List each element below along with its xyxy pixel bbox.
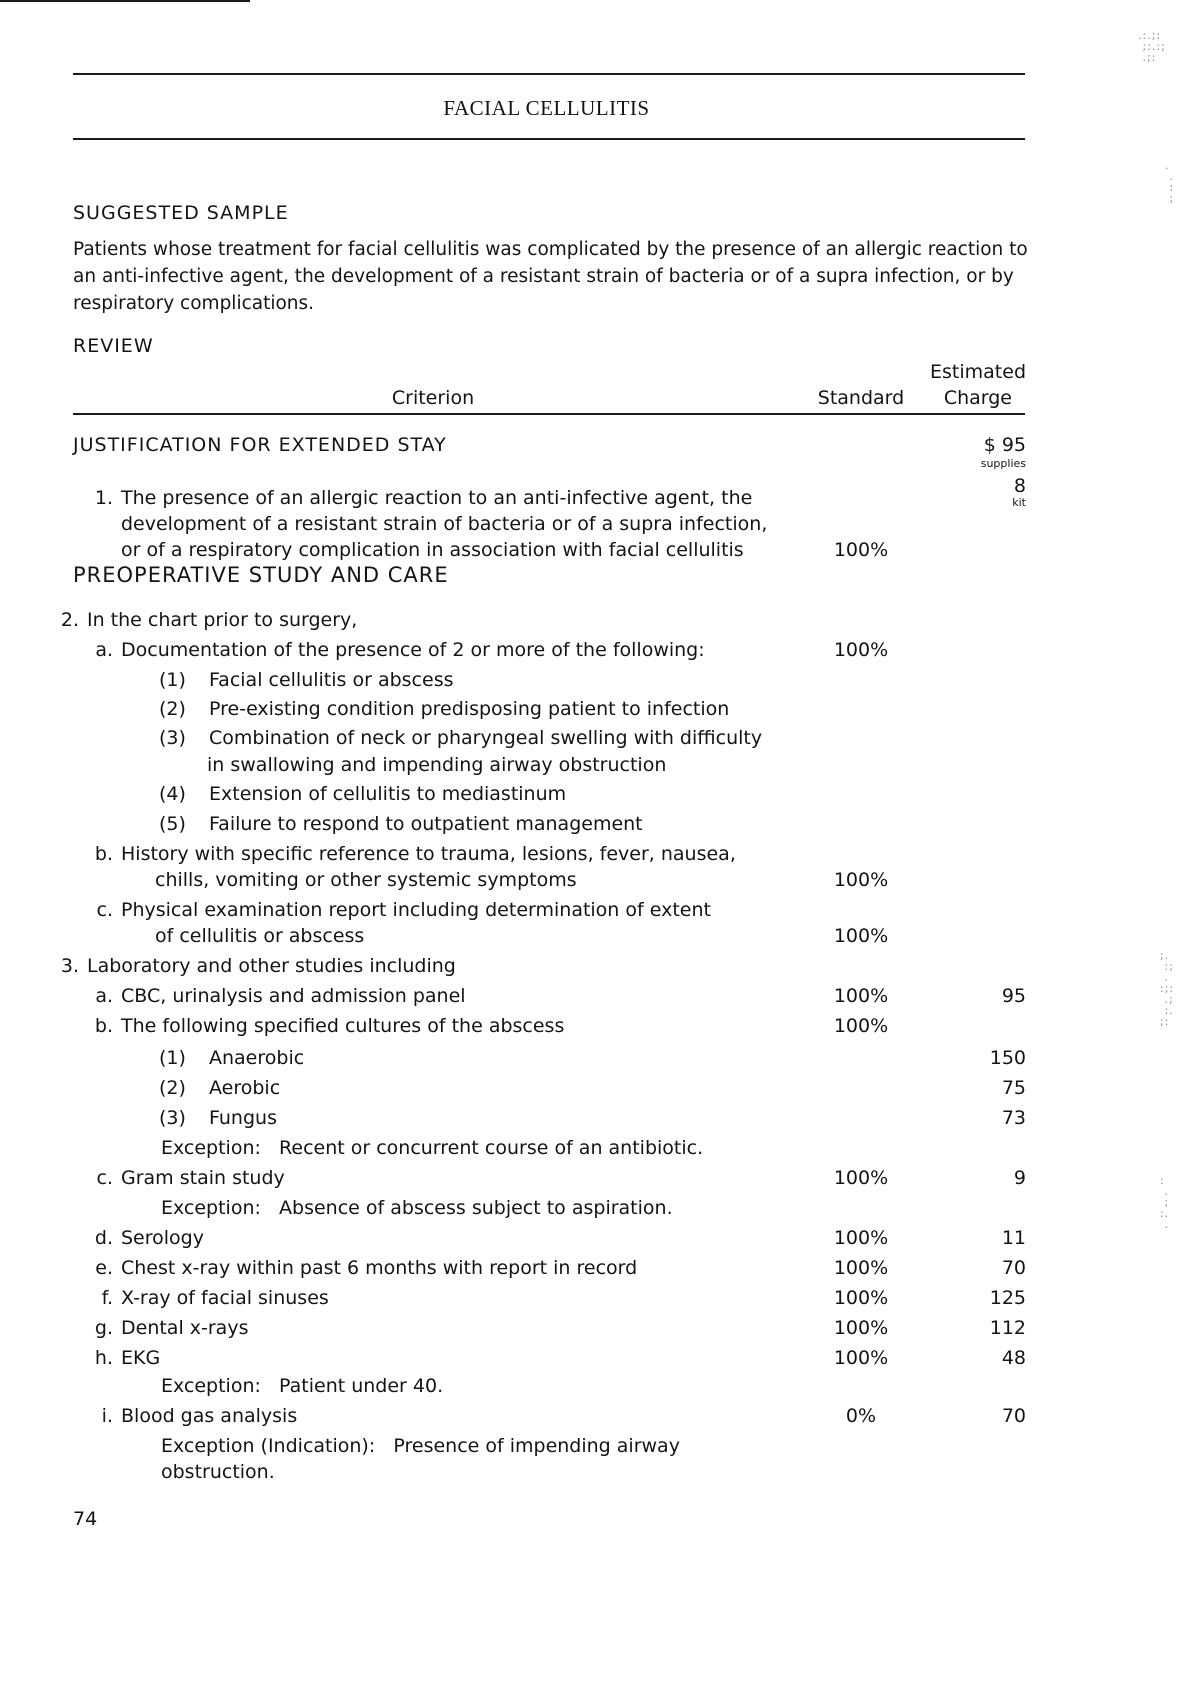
row-charge: 95 <box>1001 985 1026 1007</box>
preop-heading: PREOPERATIVE STUDY AND CARE <box>73 563 449 587</box>
row-text: Aerobic <box>209 1077 281 1099</box>
row-marker: i. <box>101 1405 113 1427</box>
row-marker: (5) <box>159 813 186 835</box>
criterion-row <box>0 1285 1200 1312</box>
row-text: in swallowing and impending airway obstruction <box>207 754 667 776</box>
row-text: Exception: Absence of abscess subject to aspiration. <box>161 1197 673 1219</box>
criterion-row <box>0 1225 1200 1252</box>
row-marker: (2) <box>159 698 186 720</box>
title-bottom-rule <box>73 138 1025 140</box>
justification-heading: JUSTIFICATION FOR EXTENDED STAY <box>73 434 447 456</box>
row-text: development of a resistant strain of bacteria or of a supra infection, <box>121 513 768 535</box>
row-charge: 150 <box>989 1047 1026 1069</box>
row-text: The presence of an allergic reaction to an anti-infective agent, the <box>121 487 753 509</box>
row-marker: e. <box>95 1257 113 1279</box>
row-marker: (3) <box>159 1107 186 1129</box>
page-number: 74 <box>73 1508 98 1530</box>
row-standard: 100% <box>833 539 889 561</box>
row-charge: 75 <box>1001 1077 1026 1099</box>
criterion-row <box>0 637 1200 664</box>
row-charge: 112 <box>989 1317 1026 1339</box>
row-standard: 100% <box>833 1167 889 1189</box>
row-marker: d. <box>94 1227 113 1249</box>
row-marker: a. <box>95 985 113 1007</box>
row-marker: (2) <box>159 1077 186 1099</box>
row-marker: (1) <box>159 1047 186 1069</box>
justification-charge: $ 95 <box>983 434 1026 456</box>
row-text: Combination of neck or pharyngeal swelling with difficulty <box>209 727 763 749</box>
criterion-row <box>0 667 1200 694</box>
row-marker: c. <box>96 899 113 921</box>
row-marker: b. <box>94 1015 113 1037</box>
kit-label: kit <box>1012 496 1026 509</box>
column-charge-line1: Estimated <box>930 361 1026 383</box>
criterion-row <box>0 867 1200 894</box>
row-text: Failure to respond to outpatient management <box>209 813 643 835</box>
supplies-label: supplies <box>980 457 1026 470</box>
criterion-row <box>0 725 1200 752</box>
row-marker: (4) <box>159 783 186 805</box>
row-standard: 100% <box>833 925 889 947</box>
row-text: CBC, urinalysis and admission panel <box>121 985 466 1007</box>
row-text: Fungus <box>209 1107 277 1129</box>
row-standard: 0% <box>845 1405 877 1427</box>
title-top-rule <box>73 73 1025 75</box>
column-standard: Standard <box>817 387 905 409</box>
scan-noise: . . : ; <box>1165 159 1175 205</box>
criterion-row <box>0 1403 1200 1430</box>
row-text: Gram stain study <box>121 1167 285 1189</box>
row-text: In the chart prior to surgery, <box>87 609 358 631</box>
row-marker: f. <box>101 1287 113 1309</box>
row-marker: 1. <box>94 487 113 509</box>
row-text: Exception: Recent or concurrent course of an antibiotic. <box>161 1137 704 1159</box>
criterion-row <box>0 1315 1200 1342</box>
row-standard: 100% <box>833 985 889 1007</box>
row-text: Pre-existing condition predisposing patient to infection <box>209 698 730 720</box>
criterion-row <box>0 1165 1200 1192</box>
criterion-row <box>0 485 1200 512</box>
row-marker: (1) <box>159 669 186 691</box>
criterion-row <box>0 1105 1200 1132</box>
review-heading: REVIEW <box>73 335 154 357</box>
row-text: Serology <box>121 1227 204 1249</box>
row-charge: 70 <box>1001 1257 1026 1279</box>
row-marker: 2. <box>60 609 79 631</box>
row-text: chills, vomiting or other systemic symptoms <box>155 869 577 891</box>
scan-noise: .:.;: ;:.:; .;: <box>1138 29 1166 64</box>
criterion-row <box>0 1075 1200 1102</box>
row-text: Facial cellulitis or abscess <box>209 669 454 691</box>
supplies-value: 8 <box>1013 475 1026 497</box>
row-text: The following specified cultures of the abscess <box>121 1015 565 1037</box>
row-text: Anaerobic <box>209 1047 305 1069</box>
criterion-row <box>0 811 1200 838</box>
row-marker: g. <box>94 1317 113 1339</box>
row-marker: (3) <box>159 727 186 749</box>
criterion-row <box>0 607 1200 634</box>
row-standard: 100% <box>833 1287 889 1309</box>
row-text: EKG <box>121 1347 161 1369</box>
criterion-row <box>0 1045 1200 1072</box>
row-marker: a. <box>95 639 113 661</box>
row-charge: 70 <box>1001 1405 1026 1427</box>
row-text: Laboratory and other studies including <box>87 955 456 977</box>
criterion-row <box>0 537 1200 564</box>
row-marker: h. <box>94 1347 113 1369</box>
row-text: of cellulitis or abscess <box>155 925 365 947</box>
row-standard: 100% <box>833 1317 889 1339</box>
row-marker: c. <box>96 1167 113 1189</box>
row-text: Dental x-rays <box>121 1317 249 1339</box>
row-marker: b. <box>94 843 113 865</box>
criterion-row <box>0 983 1200 1010</box>
row-text: X-ray of facial sinuses <box>121 1287 329 1309</box>
criterion-row <box>0 1373 1200 1400</box>
row-standard: 100% <box>833 1227 889 1249</box>
criterion-row <box>0 1433 1200 1460</box>
row-text: Documentation of the presence of 2 or more of the following: <box>121 639 705 661</box>
row-marker: 3. <box>60 955 79 977</box>
criterion-row <box>0 1013 1200 1040</box>
criterion-row <box>0 1195 1200 1222</box>
criterion-row <box>0 752 1200 779</box>
row-text: Exception (Indication): Presence of impending airway <box>161 1435 680 1457</box>
row-text: Exception: Patient under 40. <box>161 1375 444 1397</box>
suggested-sample-heading: SUGGESTED SAMPLE <box>73 202 289 224</box>
row-text: Blood gas analysis <box>121 1405 298 1427</box>
scan-edge-line <box>0 0 250 2</box>
suggested-sample-text: Patients whose treatment for facial cellulitis was complicated by the presence of an allergic reaction to an anti-infective agent, the development of a resistant strain of bacteria or of a supra infection, or by respiratory complications. <box>73 239 1028 314</box>
column-charge-line2: Charge <box>943 387 1012 409</box>
criterion-row <box>0 1135 1200 1162</box>
scan-noise: ;. :; . :;: .; :. ;: <box>1160 949 1175 1028</box>
row-charge: 9 <box>1013 1167 1026 1189</box>
row-text: or of a respiratory complication in association with facial cellulitis <box>121 539 744 561</box>
criterion-row <box>0 781 1200 808</box>
row-charge: 125 <box>989 1287 1026 1309</box>
row-text: Chest x-ray within past 6 months with report in record <box>121 1257 638 1279</box>
row-standard: 100% <box>833 1347 889 1369</box>
row-text: History with specific reference to trauma, lesions, fever, nausea, <box>121 843 736 865</box>
row-standard: 100% <box>833 1015 889 1037</box>
criterion-row <box>0 696 1200 723</box>
header-rule <box>73 413 1025 415</box>
column-criterion: Criterion <box>391 387 475 409</box>
row-standard: 100% <box>833 639 889 661</box>
row-charge: 48 <box>1001 1347 1026 1369</box>
row-text: Extension of cellulitis to mediastinum <box>209 783 567 805</box>
row-standard: 100% <box>833 1257 889 1279</box>
criterion-row <box>0 1255 1200 1282</box>
criterion-row <box>0 511 1200 538</box>
criterion-row <box>0 1459 1200 1486</box>
criterion-row <box>0 897 1200 924</box>
row-text: obstruction. <box>161 1461 275 1483</box>
row-text: Physical examination report including determination of extent <box>121 899 711 921</box>
row-charge: 11 <box>1001 1227 1026 1249</box>
scan-noise: : . ; :. . <box>1160 1174 1170 1231</box>
page-title: FACIAL CELLULITIS <box>443 96 650 120</box>
criterion-row <box>0 1345 1200 1372</box>
criterion-row <box>0 841 1200 868</box>
criterion-row <box>0 923 1200 950</box>
row-charge: 73 <box>1001 1107 1026 1129</box>
row-standard: 100% <box>833 869 889 891</box>
criterion-row <box>0 953 1200 980</box>
